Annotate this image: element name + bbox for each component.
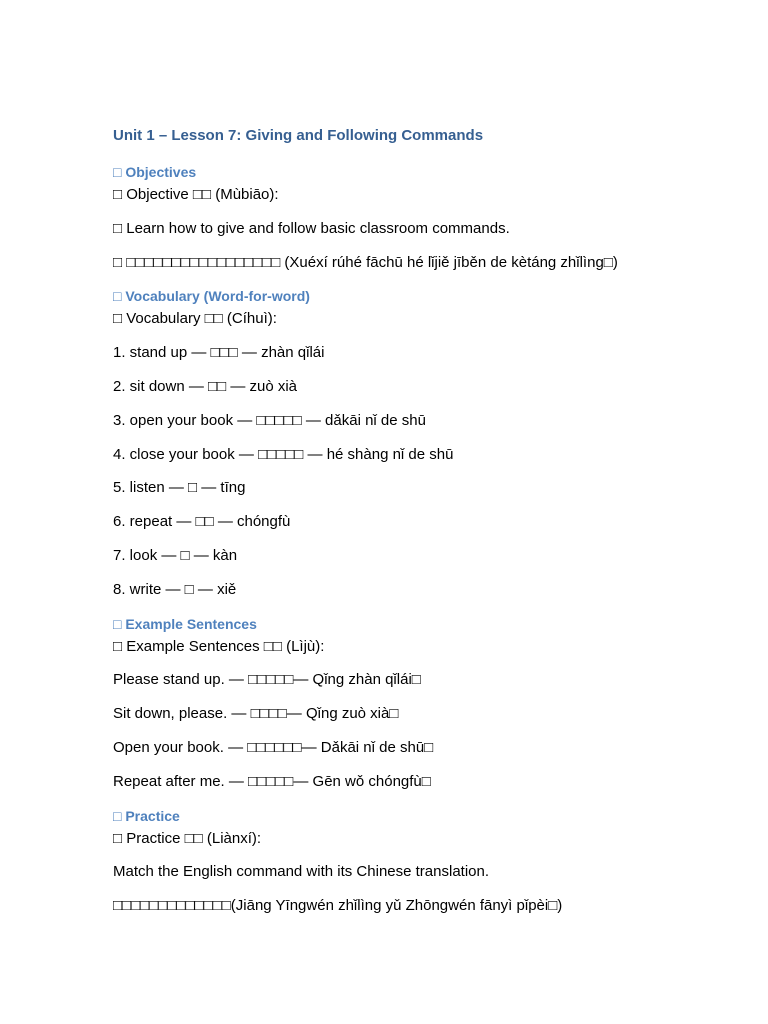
objective-item: □ Learn how to give and follow basic classroom commands. bbox=[113, 219, 510, 237]
practice-instruction: Match the English command with its Chinese translation. bbox=[113, 863, 490, 881]
vocabulary-item: 8. write — □ — xiě bbox=[113, 580, 237, 598]
practice-instruction: □□□□□□□□□□□□□(Jiāng Yīngwén zhǐlìng yǔ Zhōngwén fānyì pǐpèi□) bbox=[113, 897, 563, 915]
vocabulary-item: 7. look — □ — kàn bbox=[113, 546, 238, 564]
section-heading-practice: □ Practice bbox=[113, 807, 180, 824]
section-heading-examples: □ Example Sentences bbox=[113, 615, 257, 632]
objective-item: □ □□□□□□□□□□□□□□□□□ (Xuéxí rúhé fāchū hé lǐjiě jīběn de kètáng zhǐlìng□) bbox=[113, 253, 618, 271]
vocabulary-item: 1. stand up — □□□ — zhàn qǐlái bbox=[113, 344, 325, 362]
vocabulary-label: □ Vocabulary □□ (Cíhuì): bbox=[113, 310, 277, 328]
example-sentence: Please stand up. — □□□□□— Qǐng zhàn qǐlái□ bbox=[113, 671, 421, 689]
example-sentence: Sit down, please. — □□□□— Qǐng zuò xià□ bbox=[113, 705, 399, 723]
vocabulary-item: 4. close your book — □□□□□ — hé shàng nǐ de shū bbox=[113, 445, 454, 463]
lesson-title: Unit 1 – Lesson 7: Giving and Following Commands bbox=[113, 127, 484, 144]
objective-label: □ Objective □□ (Mùbiāo): bbox=[113, 186, 279, 203]
practice-label: □ Practice □□ (Liànxí): bbox=[113, 829, 262, 847]
examples-label: □ Example Sentences □□ (Lìjù): bbox=[113, 637, 325, 655]
vocabulary-item: 5. listen — □ — tīng bbox=[113, 479, 246, 497]
section-heading-vocabulary: □ Vocabulary (Word-for-word) bbox=[113, 288, 310, 305]
vocabulary-item: 2. sit down — □□ — zuò xià bbox=[113, 377, 298, 395]
section-heading-objectives: □ Objectives bbox=[113, 164, 197, 180]
vocabulary-item: 3. open your book — □□□□□ — dǎkāi nǐ de shū bbox=[113, 411, 426, 429]
vocabulary-item: 6. repeat — □□ — chóngfù bbox=[113, 513, 291, 531]
example-sentence: Repeat after me. — □□□□□— Gēn wǒ chóngfù□ bbox=[113, 772, 431, 790]
example-sentence: Open your book. — □□□□□□— Dǎkāi nǐ de shū□ bbox=[113, 738, 434, 756]
